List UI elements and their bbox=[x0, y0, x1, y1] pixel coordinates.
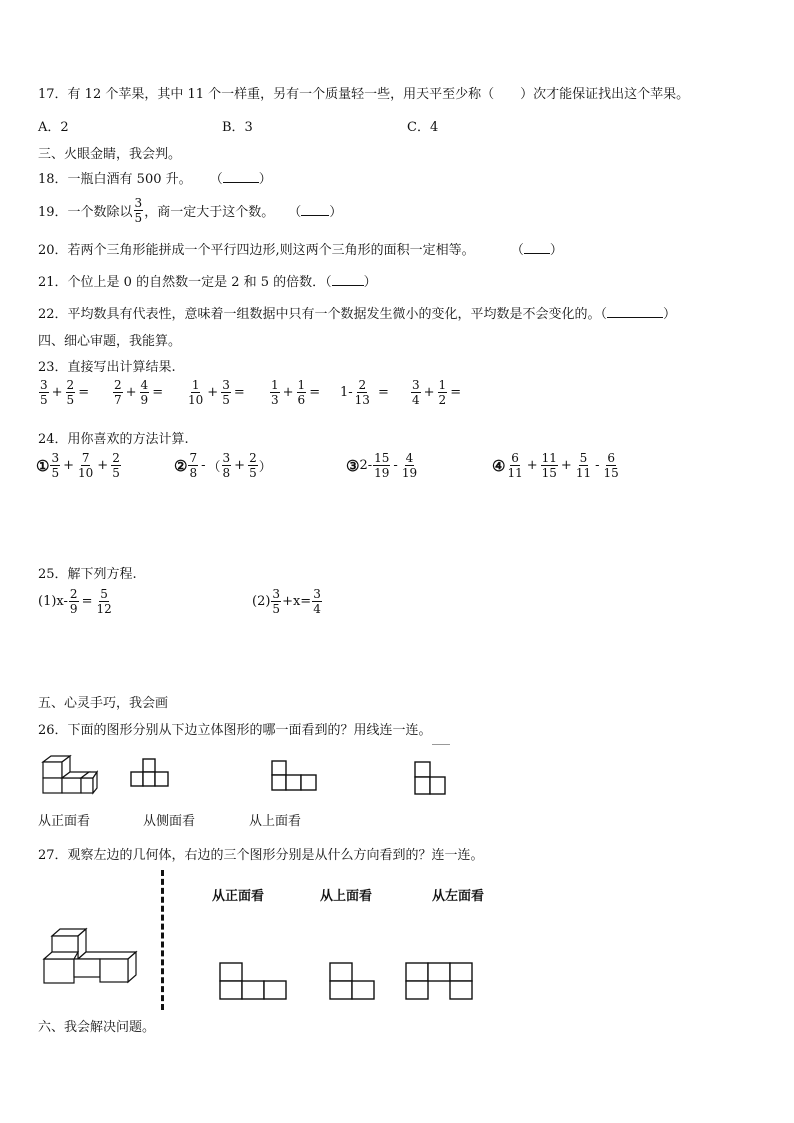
q23-title: 23．直接写出计算结果. bbox=[38, 360, 176, 375]
q17-text-end: ）次才能保证找出这个苹果。 bbox=[520, 87, 690, 102]
q17-option-c[interactable]: C．4 bbox=[407, 120, 439, 135]
q26-cube-solid-image bbox=[38, 754, 98, 796]
q26-label-front: 从正面看 bbox=[38, 814, 91, 829]
q17-text: 17．有 12 个苹果，其中 11 个一样重，另有一个质量轻一些，用天平至少称（ bbox=[38, 87, 495, 102]
q23-item-1: $\frac{3}{5}$ + $\frac{2}{5}$ = bbox=[40, 378, 90, 407]
q19-answer[interactable]: （ ） bbox=[288, 205, 343, 220]
q25-title: 25．解下列方程. bbox=[38, 567, 137, 582]
q21-answer[interactable]: ） bbox=[332, 275, 377, 290]
q26-title: 26．下面的图形分别从下边立体图形的哪一面看到的？用线连一连。 bbox=[38, 723, 432, 738]
q26-view-shape-1[interactable] bbox=[131, 758, 171, 792]
q17-question bbox=[38, 83, 689, 102]
q23-item-6: $\frac{3}{4}$ + $\frac{1}{2}$ = bbox=[412, 378, 462, 407]
q27-view-shape-2[interactable] bbox=[329, 962, 379, 1002]
q18-text: 18．一瓶白酒有 500 升。 bbox=[38, 172, 192, 187]
section-6-heading: 六、我会解决问题。 bbox=[38, 1020, 156, 1035]
q25-equation-2: (2) $\frac{3}{5}$ +x= $\frac{3}{4}$ bbox=[252, 587, 321, 616]
q22-answer[interactable]: ） bbox=[607, 307, 676, 322]
q20-answer[interactable]: （ ） bbox=[510, 243, 563, 258]
q19-text-end: ，商一定大于这个数。 bbox=[144, 205, 275, 220]
q27-label-left: 从左面看 bbox=[432, 889, 485, 904]
q18-question bbox=[38, 168, 272, 187]
q23-item-3: $\frac{1}{10}$ + $\frac{3}{5}$ = bbox=[188, 378, 245, 407]
q27-view-shape-3[interactable] bbox=[405, 962, 477, 1002]
q20-question bbox=[38, 239, 563, 258]
q19-text: 19．一个数除以 bbox=[38, 205, 133, 220]
section-4-heading: 四、细心审题，我能算。 bbox=[38, 334, 182, 349]
q21-text: 21．个位上是 0 的自然数一定是 2 和 5 的倍数．（ bbox=[38, 275, 332, 290]
q25-equation-1: (1)x- $\frac{2}{9}$ = $\frac{5}{12}$ bbox=[38, 587, 112, 616]
q23-item-5: 1- $\frac{2}{13}$ = bbox=[340, 378, 389, 407]
q23-item-2: $\frac{2}{7}$ + $\frac{4}{9}$ = bbox=[114, 378, 164, 407]
q23-item-4: $\frac{1}{3}$ + $\frac{1}{6}$ = bbox=[271, 378, 321, 407]
q27-dashed-divider bbox=[161, 870, 164, 1010]
q26-label-top: 从上面看 bbox=[249, 814, 302, 829]
q27-cube-solid-image bbox=[40, 926, 140, 990]
q24-expr-2: ② $\frac{7}{8}$ - （ $\frac{3}{8}$ + $\frac{2}{5}$ ） bbox=[174, 451, 272, 480]
q26-view-shape-3[interactable] bbox=[414, 761, 448, 797]
q24-title: 24．用你喜欢的方法计算. bbox=[38, 432, 189, 447]
q20-text: 20．若两个三角形能拼成一个平行四边形,则这两个三角形的面积一定相等。 bbox=[38, 243, 475, 258]
q17-option-b[interactable]: B．3 bbox=[222, 120, 253, 135]
q26-label-side: 从侧面看 bbox=[143, 814, 196, 829]
q18-answer[interactable]: （ ） bbox=[209, 172, 272, 187]
q24-expr-3: ③ 2- $\frac{15}{19}$ - $\frac{4}{19}$ bbox=[346, 451, 418, 480]
q19-question bbox=[38, 197, 342, 224]
q27-label-top: 从上面看 bbox=[320, 889, 373, 904]
q26-view-shape-2[interactable] bbox=[272, 760, 320, 794]
section-5-heading: 五、心灵手巧，我会画 bbox=[38, 696, 169, 711]
q27-title: 27．观察左边的几何体，右边的三个图形分别是从什么方向看到的？连一连。 bbox=[38, 848, 484, 863]
q22-text: 22．平均数具有代表性，意味着一组数据中只有一个数据发生微小的变化，平均数是不会变化的。（ bbox=[38, 307, 608, 322]
q24-expr-4: ④ $\frac{6}{11}$ + $\frac{11}{15}$ + $\frac{5}{11}$ - $\frac{6}{15}$ bbox=[492, 451, 619, 480]
q19-fraction: $\frac{3}{5}$ bbox=[134, 196, 143, 225]
section-3-heading: 三、火眼金睛，我会判。 bbox=[38, 147, 182, 162]
q26-scan-mark bbox=[432, 744, 450, 745]
q21-question bbox=[38, 271, 377, 290]
q24-expr-1: ① $\frac{3}{5}$ + $\frac{7}{10}$ + $\frac{2}{5}$ bbox=[36, 451, 120, 480]
q17-option-a[interactable]: A．2 bbox=[38, 120, 69, 135]
q27-view-shape-1[interactable] bbox=[219, 962, 289, 1002]
q22-question bbox=[38, 303, 676, 322]
q27-label-front: 从正面看 bbox=[212, 889, 265, 904]
